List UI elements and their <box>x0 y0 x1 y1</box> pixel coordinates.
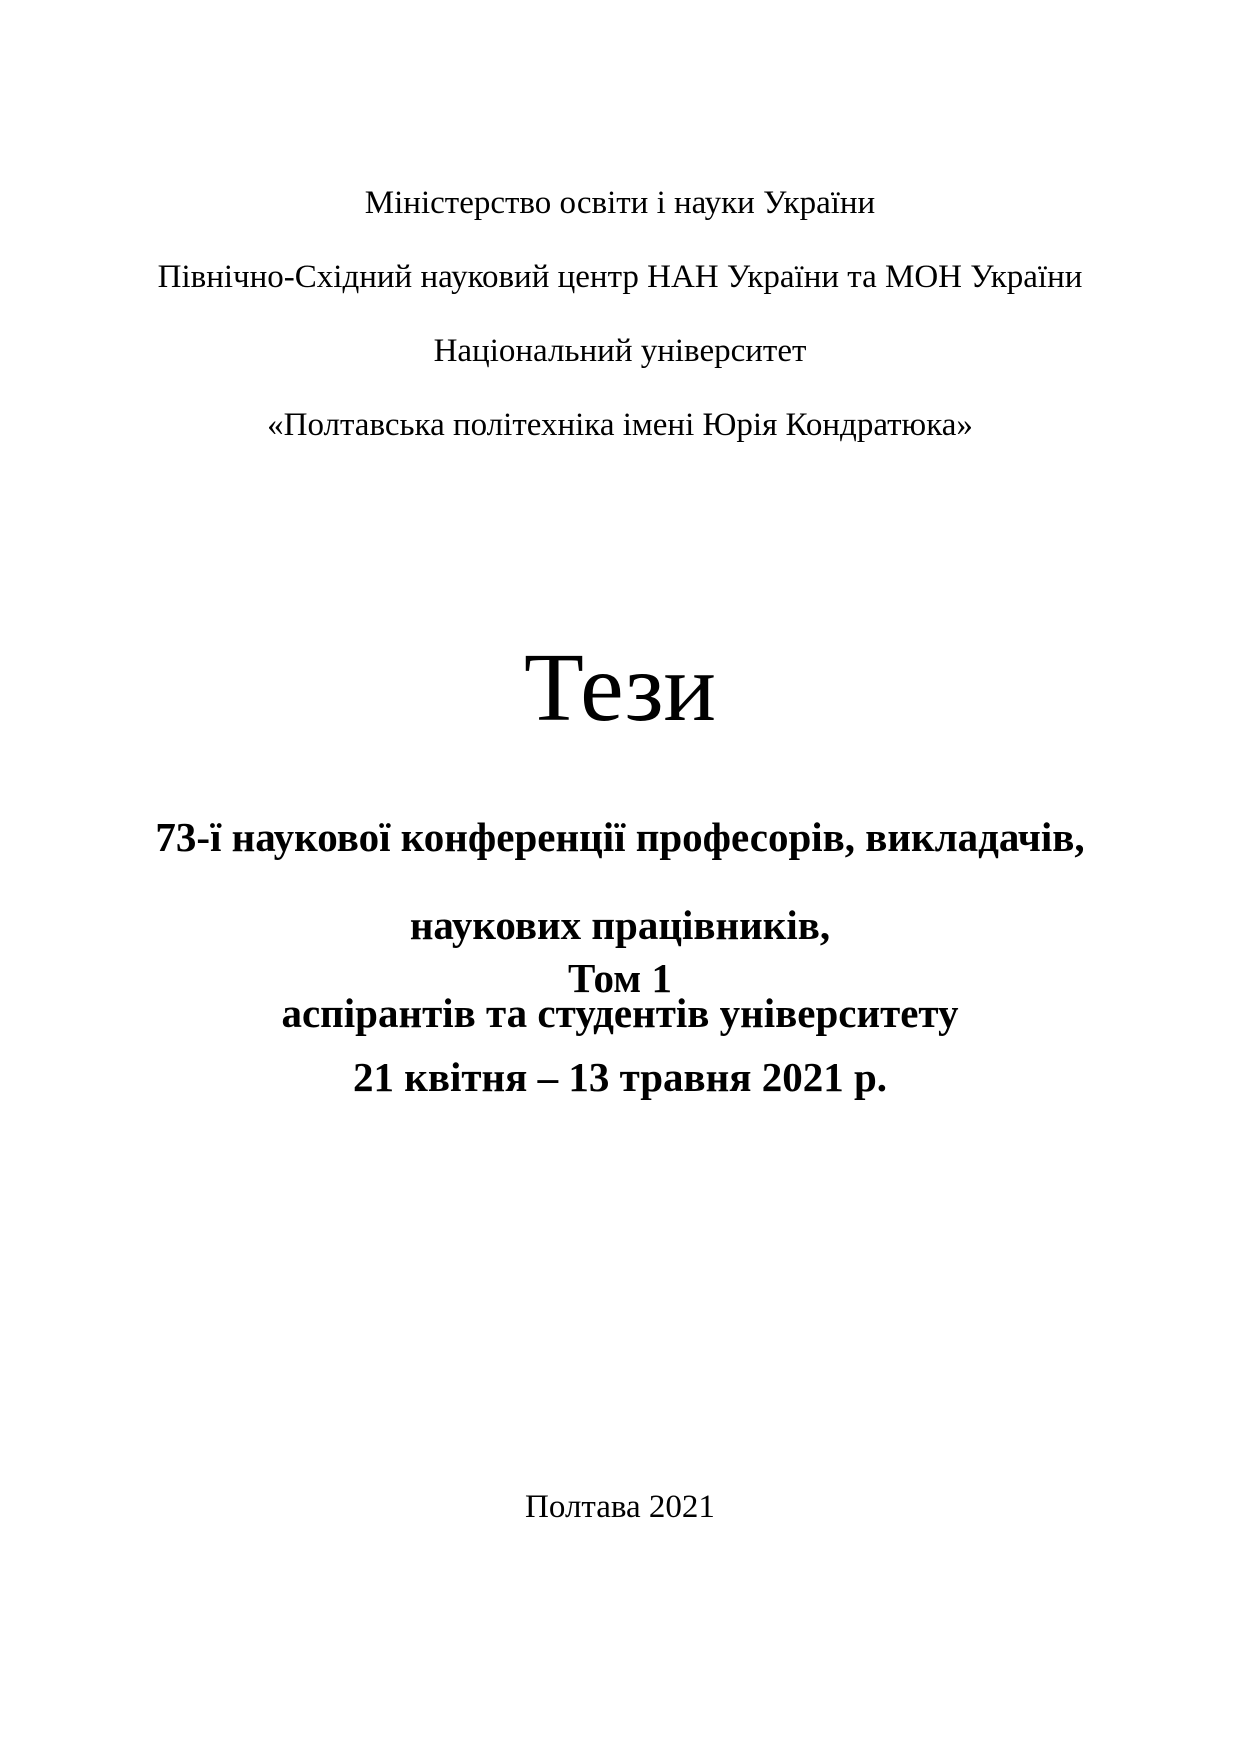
subtitle-line-3: аспірантів та студентів університету <box>281 990 959 1036</box>
university-line: Національний університет <box>433 333 807 369</box>
ministry-line: Міністерство освіти і науки України <box>364 185 876 221</box>
city-year-footer: Полтава 2021 <box>525 1489 715 1525</box>
subtitle-line-2: наукових працівників, <box>409 902 831 948</box>
page-title: Тези <box>524 634 716 742</box>
conference-subtitle <box>0 771 1240 1079</box>
volume-label: Том 1 <box>568 955 672 1001</box>
conference-dates: 21 квітня – 13 травня 2021 р. <box>352 1054 888 1100</box>
subtitle-line-1: 73-ї наукової конференції професорів, викладачів, <box>155 814 1085 860</box>
science-center-line: Північно-Східний науковий центр НАН України та МОН України <box>157 259 1083 295</box>
university-name-line: «Полтавська політехніка імені Юрія Кондратюка» <box>267 407 973 443</box>
institution-header <box>0 148 1240 481</box>
